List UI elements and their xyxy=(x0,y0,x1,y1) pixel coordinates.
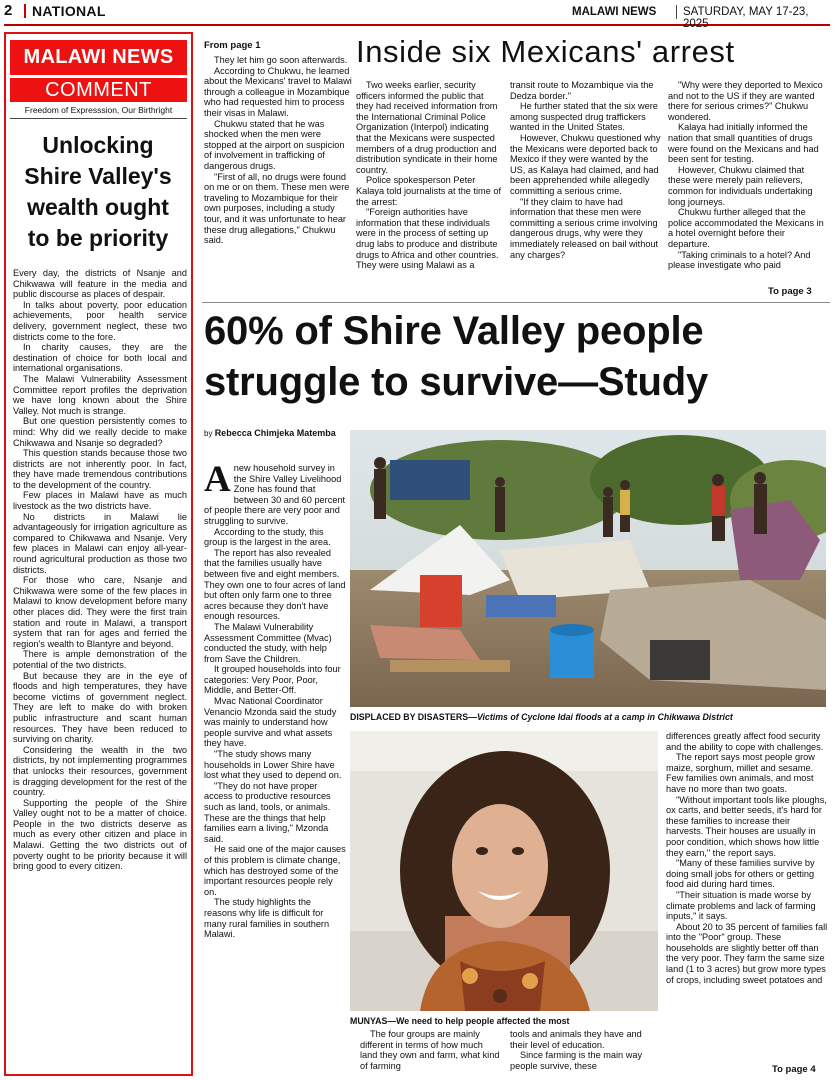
tagline-rule xyxy=(10,118,187,119)
byline xyxy=(204,428,346,439)
story2-paragraph: The report has also revealed that the families usually have between five and eight members. They own one to four acres of land but often only farm one to three acres because they don't have enough resources. xyxy=(204,547,346,622)
story2-lead-text: new household survey in the Shire Valley Livelihood Zone has found that between 30 and 60 percent of people there are very poor and struggling to survive. xyxy=(204,463,346,526)
story1-paragraph: Police spokesperson Peter Kalaya told journalists at the time of the arrest: xyxy=(356,175,502,207)
editorial-paragraph: Supporting the people of the Shire Valley ought not to be a matter of choice. People in the two districts deserve as much as every other citizen and place in Malawi. Getting the two districts out of poverty ought to be priority because it will bring good to every citizen. xyxy=(13,797,187,872)
story2-paragraph: It grouped households into four categories: Very Poor, Poor, Middle, and Better-Off. xyxy=(204,664,341,696)
page-number: 2 xyxy=(4,2,13,19)
editorial-paragraph: Few places in Malawi have as much livestock as the two districts have. xyxy=(13,490,187,512)
editorial-paragraph: This question stands because those two districts are not inherently poor. In fact, they have made tremendous contributions to the development of the country. xyxy=(13,448,187,490)
comment-tagline: Freedom of Expresssion, Our Birthright xyxy=(24,105,173,115)
story1-paragraph: Two weeks earlier, security officers informed the public that they had received information from the International Criminal Police Organization (Interpol) indicating that the Mexicans were suspected members of a drug production and distribution syndicate in their home country. xyxy=(356,80,498,175)
paper-name: MALAWI NEWS xyxy=(572,6,657,18)
story2-paragraph: "Many of these families survive by doing small jobs for others or getting food aid during hard times. xyxy=(666,858,815,890)
story2-column-4 xyxy=(666,731,828,985)
section-name: NATIONAL xyxy=(32,3,106,19)
story1-column-3 xyxy=(510,80,661,260)
story2-paragraph: "They do not have proper access to productive resources such as land, tools, or animals. These are the things that help families earn a living," Mzonda said. xyxy=(204,780,331,844)
story2-paragraph: The report says most people grow maize, sorghum, millet and sesame. Few families own animals, and most have no more than two goats. xyxy=(666,752,815,794)
camp-photo-caption xyxy=(350,712,828,722)
editorial-paragraph: But because they are in the eye of floods and high temperatures, they have become victims of government neglect. They are left to make do with broken public infrastructure and scant human resources. They have been reduced to surviving on charity. xyxy=(13,670,187,745)
caption1-lead: DISPLACED BY DISASTERS— xyxy=(350,712,477,722)
story2-jump-link: To page 4 xyxy=(772,1064,816,1075)
story2-paragraph: According to the study, this group is the largest in the area. xyxy=(204,526,331,548)
story2-column-2 xyxy=(360,1029,500,1071)
story1-paragraph: "Taking criminals to a hotel? And please investigate who paid xyxy=(668,249,811,271)
story1-paragraph: "First of all, no drugs were found on me or on them. These men were traveling to Mozambique for their own purposes, including a study tour, and it was unfortunate to hear these drug allegations," Chukwu said. xyxy=(204,171,350,246)
story1-paragraph: He further stated that the six were among suspected drug traffickers wanted in the United States. xyxy=(510,101,658,133)
caption2-text: We need to help people affected the most xyxy=(396,1016,570,1026)
editorial-paragraph: In charity causes, they are the destination of choice for both local and international organisations. xyxy=(13,342,187,374)
header-divider xyxy=(24,4,26,18)
story2-headline: 60% of Shire Valley people struggle to survive—Study xyxy=(204,309,708,404)
byline-name: Rebecca Chimjeka Matemba xyxy=(214,428,336,438)
editorial-paragraph: But one question persistently comes to mind: Why did we really decide to make Chikwawa and Nsanje so degraded? xyxy=(13,416,187,448)
story2-paragraph: He said one of the major causes of this problem is climate change, which has destroyed some of the important resources people rely on. xyxy=(204,844,346,897)
story1-column-1 xyxy=(204,55,352,246)
drop-cap: A xyxy=(204,459,231,500)
editorial-paragraph: For those who care, Nsanje and Chikwawa were some of the few places in Malawi to know development before many other places did. They were the first train station and route in Malawi, a transport system that ran for ages and ferried the region's wealth to Blantyre and beyond. xyxy=(13,575,187,649)
byline-prefix: by xyxy=(204,429,213,438)
story1-paragraph: Chukwu further alleged that the police accommodated the Mexicans in a hotel overnight before their departure. xyxy=(668,207,824,249)
story1-column-2 xyxy=(356,80,503,271)
story1-paragraph: However, Chukwu claimed that these were merely pain relievers, common for individuals undertaking long journeys. xyxy=(668,164,813,207)
story1-jump-link: To page 3 xyxy=(768,286,812,297)
portrait-photo xyxy=(350,731,658,1011)
story2-paragraph: Mvac National Coordinator Venancio Mzonda said the study was mainly to understand how people survive and what assets they have. xyxy=(204,696,337,749)
editorial-paragraph: Considering the wealth in the two districts, by not implementing programmes that unlocks their resources, government is dragging development for the rest of the country. xyxy=(13,744,187,798)
header-divider-2 xyxy=(676,5,677,19)
story2-paragraph: Since farming is the main way people survive, these xyxy=(510,1050,643,1071)
issue-date: SATURDAY, MAY 17-23, 2025 xyxy=(683,6,809,30)
story2-column-1 xyxy=(204,459,346,940)
story1-paragraph: They let him go soon afterwards. xyxy=(214,55,348,65)
story2-column-3 xyxy=(510,1029,660,1071)
story1-headline: Inside six Mexicans' arrest xyxy=(356,34,735,69)
story1-paragraph: According to Chukwu, he learned about the Mexicans' travel to Malawi through a colleague in Mozambique who had requested him to process their visas in Malawi. xyxy=(204,65,352,118)
story2-paragraph: About 20 to 35 percent of families fall into the "Poor" group. These households are slightly better off than the very poor. They farm the same size land (1 to 3 acres) but grow more types of crops, including sweet potatoes and xyxy=(666,921,828,985)
story1-paragraph: However, Chukwu questioned why the Mexicans were deported back to Mexico if they were wanted by the US, as Kalaya had claimed, and had been apprehended while allegedly committing a serious crime. xyxy=(510,132,661,196)
editorial-paragraph: There is ample demonstration of the potential of the two districts. xyxy=(13,649,187,670)
editorial-paragraph: Every day, the districts of Nsanje and Chikwawa will feature in the media and public discourse as places of despair. xyxy=(13,268,187,300)
portrait-photo-caption xyxy=(350,1016,658,1026)
editorial-headline: Unlocking Shire Valley's wealth ought to be priority xyxy=(24,132,172,251)
story2-paragraph: "Their situation is made worse by climate problems and lack of farming inputs," it says. xyxy=(666,889,816,922)
camp-photo xyxy=(350,430,826,707)
story2-paragraph: tools and animals they have and their level of education. xyxy=(510,1029,642,1050)
story2-paragraph: The four groups are mainly different in terms of how much land they own and farm, what kind of farming xyxy=(360,1029,500,1071)
story1-paragraph: "If they claim to have had information that these men were committing a serious crime involving dangerous drugs, why were they immediately released on bail without any charges? xyxy=(510,196,659,260)
caption2-lead: MUNYAS— xyxy=(350,1016,397,1026)
story2-paragraph: The study highlights the reasons why life is difficult for many rural families in southern Malawi. xyxy=(204,897,330,940)
from-page-label: From page 1 xyxy=(204,40,261,51)
comment-label: COMMENT xyxy=(10,78,187,102)
caption1-text: Victims of Cyclone Idai floods at a camp in Chikwawa District xyxy=(476,712,733,722)
editorial-paragraph: The Malawi Vulnerability Assessment Committee report profiles the deprivation we have long known about the Shire Valley. Not much is strange. xyxy=(13,373,187,416)
story1-paragraph: Kalaya had initially informed the nation that small quantities of drugs were found on the Mexicans and had been sent for testing. xyxy=(668,122,819,165)
story1-paragraph: "Why were they deported to Mexico and not to the US if they are wanted there for serious crimes?" Chukwu wondered. xyxy=(668,80,823,122)
story-divider xyxy=(202,302,830,303)
story2-lead-paragraph xyxy=(204,459,346,527)
story1-paragraph: Chukwu stated that he was shocked when the men were stopped at the airport on suspicion of involvement in trafficking of dangerous drugs. xyxy=(204,118,345,171)
story2-paragraph: "Without important tools like ploughs, ox carts, and better seeds, it's hard for these families to increase their harvests. Their houses are usually in poor condition, which shows how little they earn," the report says. xyxy=(666,794,827,858)
editorial-paragraph: In talks about poverty, poor education achievements, poor health service delivery, government neglect, these two districts come to the fore. xyxy=(13,299,187,342)
story2-paragraph: differences greatly affect food security and the ability to cope with challenges. xyxy=(666,731,824,752)
editorial-body xyxy=(13,268,187,872)
story2-paragraph: The Malawi Vulnerability Assessment Committee (Mvac) conducted the study, with help from Save the Children. xyxy=(204,621,332,664)
comment-masthead: MALAWI NEWS xyxy=(10,40,187,75)
story1-column-4 xyxy=(668,80,828,271)
story1-paragraph: "Foreign authorities have information that these individuals were in the process of setting up drug labs to produce and distribute drugs to Africa and other countries. They were using Malawi as a xyxy=(356,207,499,271)
story2-paragraph: "The study shows many households in Lower Shire have lost what they used to depend on. xyxy=(204,749,342,781)
editorial-paragraph: No districts in Malawi lie advantageously for irrigation agriculture as compared to Chikwawa and Nsanje. Very few places in Malawi can enjoy all-year-round agricultural production as those two districts. xyxy=(13,511,187,575)
story1-paragraph: transit route to Mozambique via the Dedza border." xyxy=(510,80,654,101)
